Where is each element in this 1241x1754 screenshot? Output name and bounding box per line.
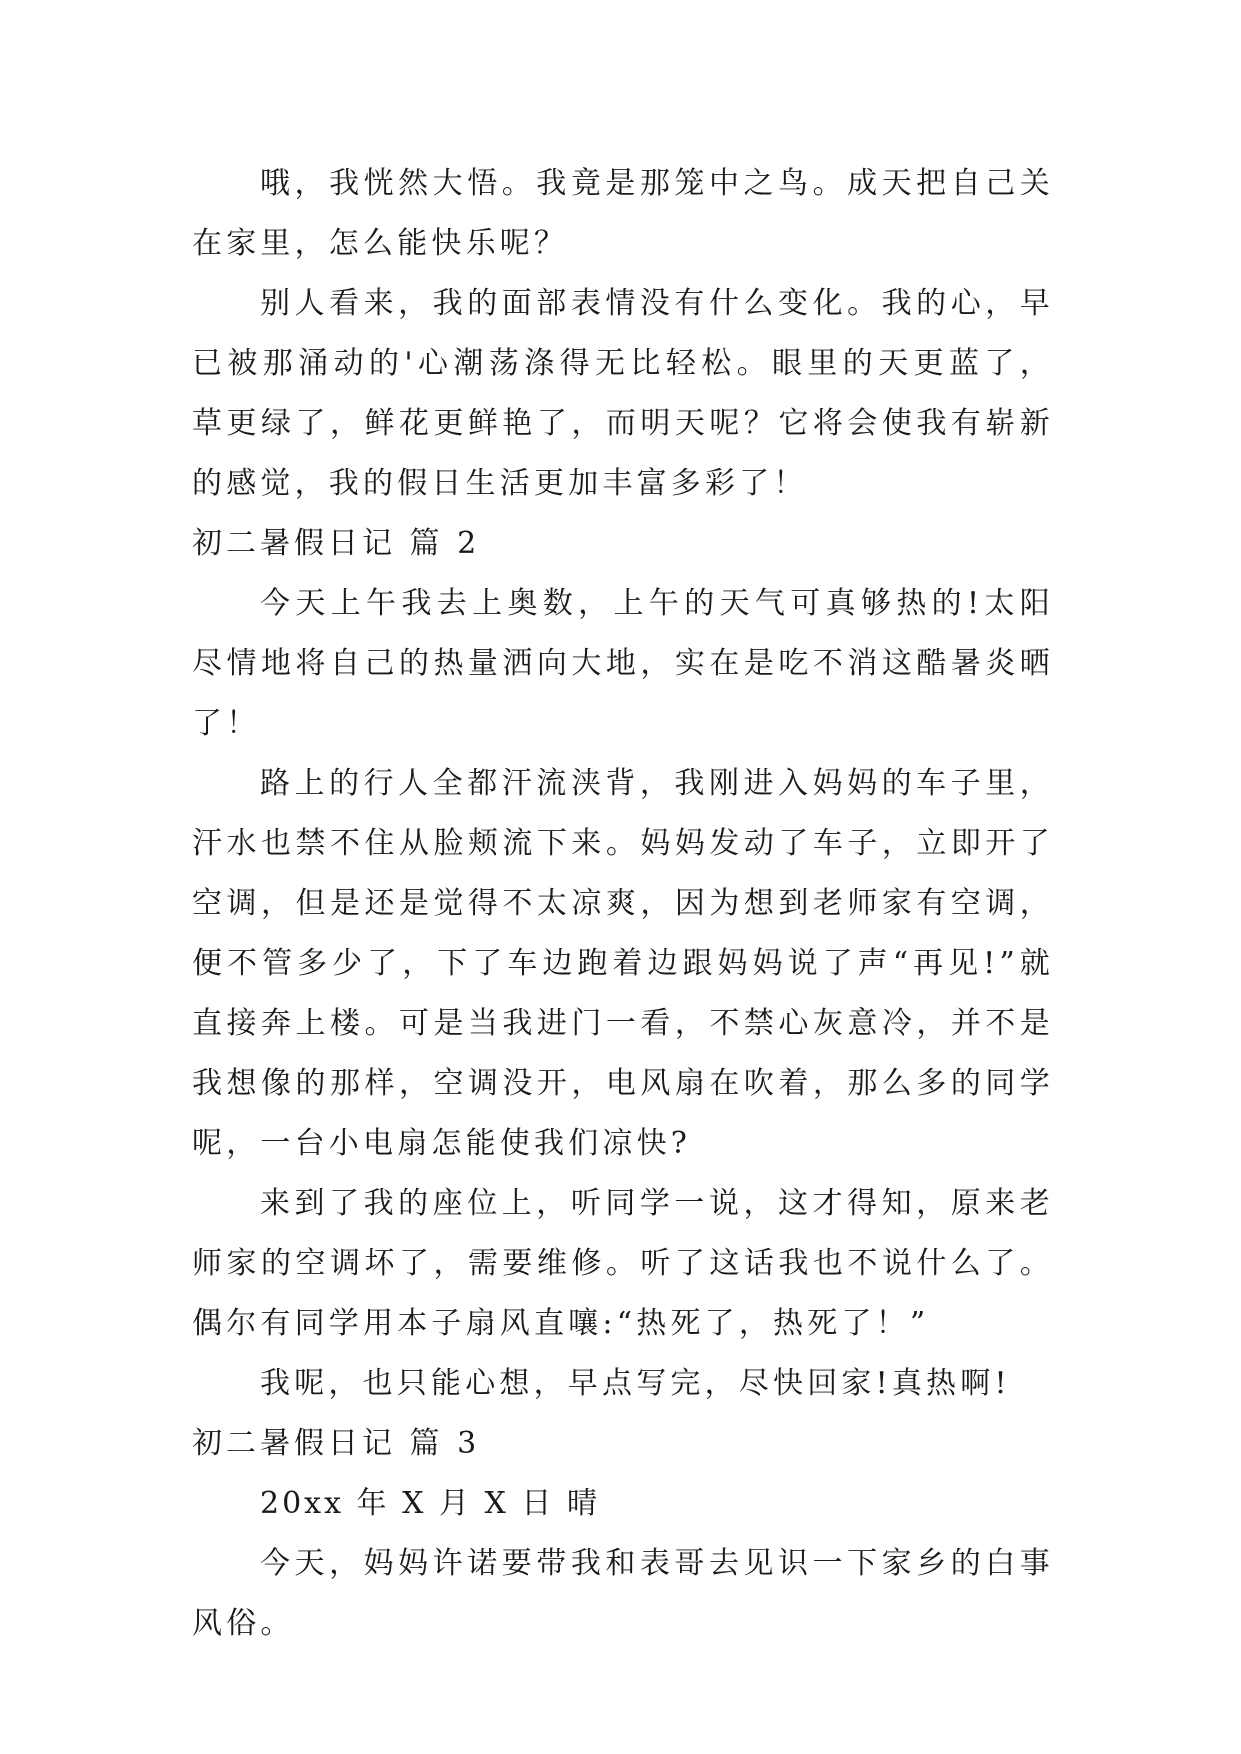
paragraph-2: 别人看来，我的面部表情没有什么变化。我的心，早已被那涌动的'心潮荡涤得无比轻松。眼里的天更蓝了，草更绿了，鲜花更鲜艳了，而明天呢？它将会使我有崭新的感觉，我的假日生活更加丰富多彩了！	[192, 286, 1054, 501]
section-heading-2: 初二暑假日记 篇 2	[192, 526, 481, 561]
paragraph-7: 今天，妈妈许诺要带我和表哥去见识一下家乡的白事风俗。	[192, 1546, 1054, 1641]
paragraph-3: 今天上午我去上奥数，上午的天气可真够热的!太阳尽情地将自己的热量洒向大地，实在是吃不消这酷暑炎晒了！	[192, 586, 1054, 741]
diary-dateline: 20xx 年 X 月 X 日 晴	[260, 1486, 600, 1521]
paragraph-6: 我呢，也只能心想，早点写完，尽快回家!真热啊!	[260, 1366, 1011, 1401]
paragraph-1: 哦，我恍然大悟。我竟是那笼中之鸟。成天把自己关在家里，怎么能快乐呢？	[192, 166, 1054, 261]
paragraph-5: 来到了我的座位上，听同学一说，这才得知，原来老师家的空调坏了，需要维修。听了这话我也不说什么了。偶尔有同学用本子扇风直嚷:“热死了，热死了！”	[192, 1186, 1054, 1341]
paragraph-4: 路上的行人全都汗流浃背，我刚进入妈妈的车子里，汗水也禁不住从脸颊流下来。妈妈发动了车子，立即开了空调，但是还是觉得不太凉爽，因为想到老师家有空调，便不管多少了，下了车边跑着边跟妈妈说了声“再见!”就直接奔上楼。可是当我进门一看，不禁心灰意冷，并不是我想像的那样，空调没开，电风扇在吹着，那么多的同学呢，一台小电扇怎能使我们凉快?	[192, 766, 1054, 1161]
section-heading-3: 初二暑假日记 篇 3	[192, 1426, 481, 1461]
document-body	[192, 154, 1054, 1654]
